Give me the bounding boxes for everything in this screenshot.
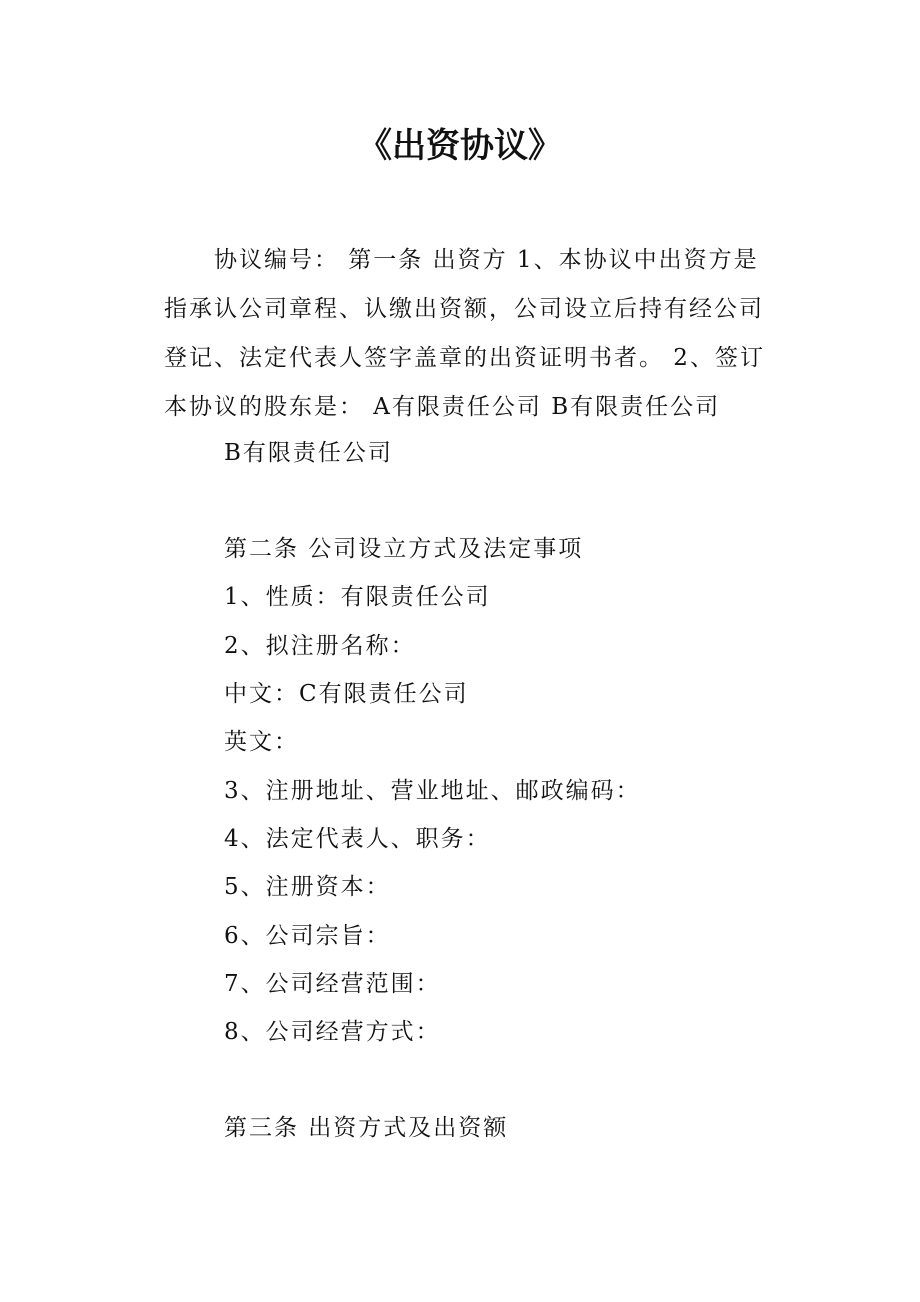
article-2-item: 6、公司宗旨： <box>224 923 391 949</box>
article-2-heading: 第二条 公司设立方式及法定事项 <box>224 536 584 562</box>
shareholder-line: B有限责任公司 <box>224 440 393 466</box>
article-2-item: 7、公司经营范围： <box>224 971 441 997</box>
article-2-item: 2、拟注册名称： <box>224 633 416 659</box>
article-2-item: 4、法定代表人、职务： <box>224 826 491 852</box>
article-2-item: 中文：C有限责任公司 <box>224 681 469 707</box>
article-3-heading: 第三条 出资方式及出资额 <box>224 1115 509 1141</box>
article-2-item: 8、公司经营方式： <box>224 1019 441 1045</box>
article-2-item: 5、注册资本： <box>224 874 391 900</box>
article-2-item: 英文： <box>224 729 299 755</box>
article-2-item: 3、注册地址、营业地址、邮政编码： <box>224 778 641 804</box>
document-title: 《出资协议》 <box>358 126 562 166</box>
article-2-item: 1、性质：有限责任公司 <box>224 584 491 610</box>
intro-paragraph: 协议编号： 第一条 出资方 1、本协议中出资方是指承认公司章程、认缴出资额，公司设立后持有经公司登记、法定代表人签字盖章的出资证明书者。 2、签订本协议的股东是： A有限责任公司 B有限责任公司 <box>164 247 765 420</box>
